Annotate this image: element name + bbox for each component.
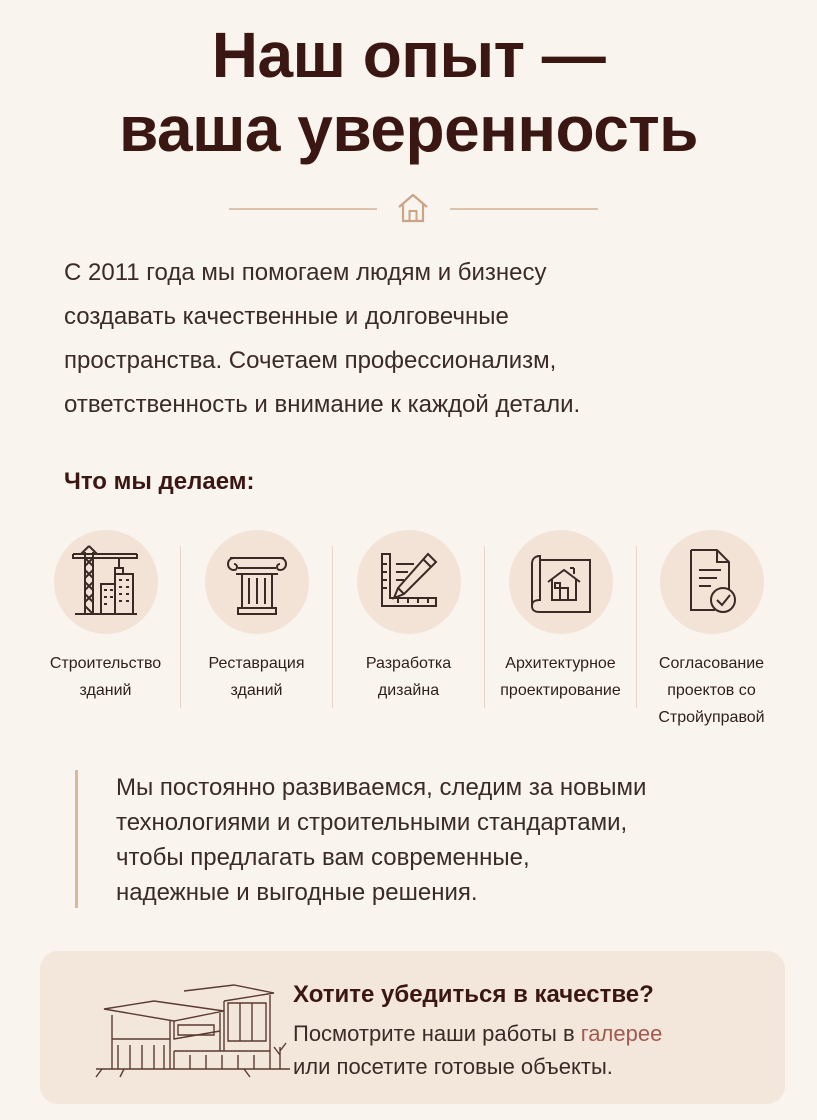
service-label <box>636 650 787 731</box>
service-label-line: проектирование <box>500 682 621 699</box>
service-item-architecture <box>485 530 636 730</box>
column-icon <box>222 544 292 618</box>
divider-line-left <box>229 208 377 210</box>
quote-line: технологиями и строительными стандартами, <box>116 809 628 836</box>
service-label-line: Согласование <box>658 655 765 672</box>
quote-line: надежные и выгодные решения. <box>116 879 478 906</box>
services-list <box>30 530 787 730</box>
blueprint-house-icon <box>526 544 596 618</box>
services-heading: Что мы делаем: <box>64 468 255 495</box>
crane-building-icon <box>71 544 141 618</box>
service-label <box>181 650 332 704</box>
service-label-line: Стройуправой <box>658 709 765 726</box>
service-item-approval <box>636 530 787 730</box>
service-icon-circle <box>509 530 613 634</box>
cta-text-prefix: Посмотрите наши работы в <box>293 1021 581 1046</box>
intro-line: ответственность и внимание к каждой детали. <box>64 391 581 418</box>
quote-line: Мы постоянно развиваемся, следим за новыми <box>116 774 647 801</box>
title-line-1: Наш опыт — <box>211 19 606 91</box>
service-item-construction <box>30 530 181 730</box>
document-check-icon <box>677 544 747 618</box>
service-label-line: Архитектурное <box>505 655 616 672</box>
service-label-line: Строительство <box>49 655 162 672</box>
intro-line: создавать качественные и долговечные <box>64 303 509 330</box>
quote-line: чтобы предлагать вам современные, <box>116 844 530 871</box>
service-label-line: проектов со <box>667 682 756 699</box>
intro-line: С 2011 года мы помогаем людям и бизнесу <box>64 259 547 286</box>
service-icon-circle <box>357 530 461 634</box>
quote-block <box>75 770 755 908</box>
quote-text <box>116 770 736 910</box>
service-label-line: дизайна <box>377 682 440 699</box>
ruler-pencil-icon <box>374 544 444 618</box>
service-label <box>333 650 484 704</box>
title-line-2: ваша уверенность <box>118 93 699 165</box>
title-divider <box>0 190 817 230</box>
service-label-line: зданий <box>79 682 132 699</box>
service-item-restoration <box>181 530 332 730</box>
service-icon-circle <box>54 530 158 634</box>
house-sketch-illustration <box>94 981 294 1081</box>
intro-paragraph <box>64 251 764 427</box>
gallery-link[interactable]: галерее <box>580 1021 663 1046</box>
page-title <box>0 18 817 166</box>
divider-line-right <box>450 208 598 210</box>
service-label <box>485 650 636 704</box>
service-label-line: Реставрация <box>208 655 305 672</box>
cta-title: Хотите убедиться в качестве? <box>293 981 654 1008</box>
service-icon-circle <box>660 530 764 634</box>
service-item-design <box>333 530 484 730</box>
cta-text <box>293 1017 753 1083</box>
cta-text-suffix: или посетите готовые объекты. <box>293 1054 613 1079</box>
service-label <box>30 650 181 704</box>
gallery-cta-card <box>40 951 785 1104</box>
service-label-line: зданий <box>230 682 283 699</box>
intro-line: пространства. Сочетаем профессионализм, <box>64 347 557 374</box>
service-label-line: Разработка <box>365 655 452 672</box>
home-icon <box>394 190 432 226</box>
service-icon-circle <box>205 530 309 634</box>
